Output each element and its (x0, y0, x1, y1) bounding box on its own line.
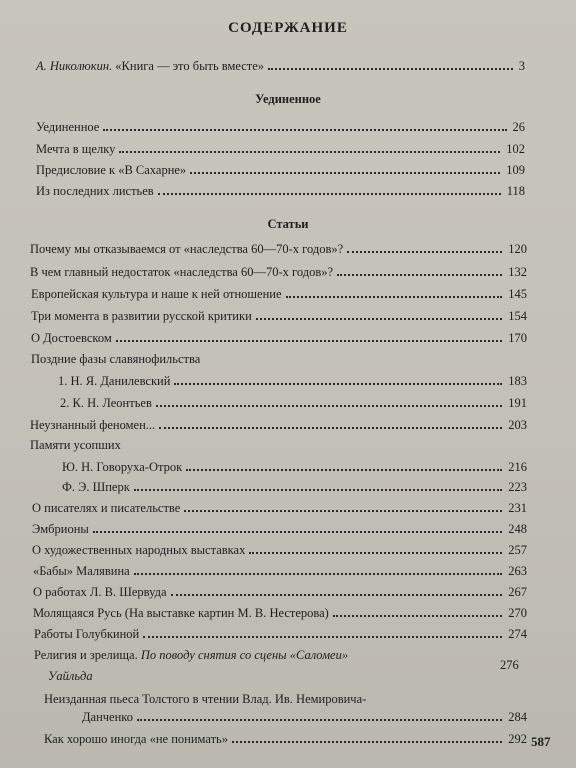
page-folio: 587 (531, 734, 551, 749)
page-number: 154 (508, 309, 527, 323)
page-number: 231 (508, 501, 527, 515)
page-number: 292 (508, 732, 527, 746)
toc-group-heading: Памяти усопших (30, 438, 121, 452)
toc-entry: Мечта в щелку 102 (36, 142, 525, 156)
toc-group-heading: Поздние фазы славянофильства (31, 352, 201, 366)
dot-leader (256, 318, 502, 320)
dot-leader (249, 552, 502, 554)
page-number: 3 (518, 59, 525, 73)
dot-leader (333, 615, 502, 617)
toc-entry: Предисловие к «В Сахарне» 109 (36, 163, 525, 177)
page-number: 284 (508, 710, 527, 724)
dot-leader (134, 489, 502, 491)
toc-entry: Неузнанный феномен... 203 (30, 418, 527, 432)
page-number: 257 (508, 543, 527, 557)
toc-entry: Уединенное 26 (36, 120, 525, 134)
toc-entry: О писателях и писательстве 231 (32, 501, 527, 515)
page-title: СОДЕРЖАНИЕ (228, 20, 348, 36)
toc-entry: Молящаяся Русь (На выставке картин М. В. Нестерова) 270 (33, 606, 527, 620)
page-number: 102 (506, 142, 525, 156)
dot-leader (156, 405, 502, 407)
page-number: 223 (508, 480, 527, 494)
intro-title: «Книга — это быть вместе» (115, 59, 265, 73)
dot-leader (171, 594, 503, 596)
page-number: 145 (508, 287, 527, 301)
page-number: 109 (506, 163, 525, 177)
page-number: 170 (508, 331, 527, 345)
toc-entry: О художественных народных выставках 257 (32, 543, 527, 557)
section-heading-uedinennoe: Уединенное (255, 92, 321, 106)
dot-leader (184, 510, 502, 512)
toc-entry: Из последних листьев 118 (36, 184, 525, 198)
toc-entry-play-line1: Неизданная пьеса Толстого в чтении Влад. Ив. Немировича- (44, 692, 367, 706)
toc-entry: 1. Н. Я. Данилевский 183 (58, 374, 527, 388)
dot-leader (337, 274, 502, 276)
dot-leader (134, 573, 503, 575)
page-number: 118 (506, 184, 525, 198)
toc-entry: Три момента в развитии русской критики 154 (31, 309, 527, 323)
dot-leader (190, 172, 500, 174)
dot-leader (347, 251, 502, 253)
toc-entry: «Бабы» Малявина 263 (33, 564, 527, 578)
dot-leader (186, 469, 502, 471)
dot-leader (174, 383, 502, 385)
page-number: 132 (508, 265, 527, 279)
dot-leader (158, 193, 501, 195)
page-number: 26 (512, 120, 525, 134)
page-number: 203 (508, 418, 527, 432)
page-number: 270 (508, 606, 527, 620)
toc-entry-intro (36, 59, 525, 74)
page-number: 191 (508, 396, 527, 410)
toc-entry: Как хорошо иногда «не понимать» 292 (44, 732, 527, 746)
toc-entry: Почему мы отказываемся от «наследства 60—70-х годов»? 120 (30, 242, 527, 256)
toc-entry-religion-line2: Уайльда (48, 669, 93, 683)
dot-leader (159, 427, 502, 429)
page-number: 274 (508, 627, 527, 641)
page-number: 216 (508, 460, 527, 474)
dot-leader (119, 151, 500, 153)
dot-leader (143, 636, 502, 638)
toc-entry: Работы Голубкиной 274 (34, 627, 527, 641)
section-heading-stati: Статьи (267, 217, 309, 231)
toc-entry: Европейская культура и наше к ней отношение 145 (31, 287, 527, 301)
page-number: 248 (508, 522, 527, 536)
dot-leader (286, 296, 503, 298)
page-number: 267 (508, 585, 527, 599)
toc-entry: Ф. Э. Шперк 223 (62, 480, 527, 494)
toc-entry: 2. К. Н. Леонтьев 191 (60, 396, 527, 410)
page-number: 183 (508, 374, 527, 388)
toc-entry: Эмбрионы 248 (32, 522, 527, 536)
toc-entry: В чем главный недостаток «наследства 60—70-х годов»? 132 (30, 265, 527, 279)
dot-leader (232, 741, 502, 743)
dot-leader (137, 719, 502, 721)
page-number: 120 (508, 242, 527, 256)
toc-entry-play-line2: Данченко 284 (82, 710, 527, 724)
page-number: 276 (500, 658, 519, 672)
dot-leader (268, 68, 513, 70)
dot-leader (103, 129, 506, 131)
dot-leader (93, 531, 502, 533)
toc-entry: Ю. Н. Говоруха-Отрок 216 (62, 460, 527, 474)
toc-entry-religion-line1: Религия и зрелища. По поводу снятия со сцены «Саломеи» (34, 648, 349, 662)
page-number: 263 (508, 564, 527, 578)
dot-leader (116, 340, 502, 342)
toc-entry: О работах Л. В. Шервуда 267 (33, 585, 527, 599)
toc-entry: О Достоевском 170 (31, 331, 527, 345)
intro-author: А. Николюкин. (36, 59, 113, 73)
